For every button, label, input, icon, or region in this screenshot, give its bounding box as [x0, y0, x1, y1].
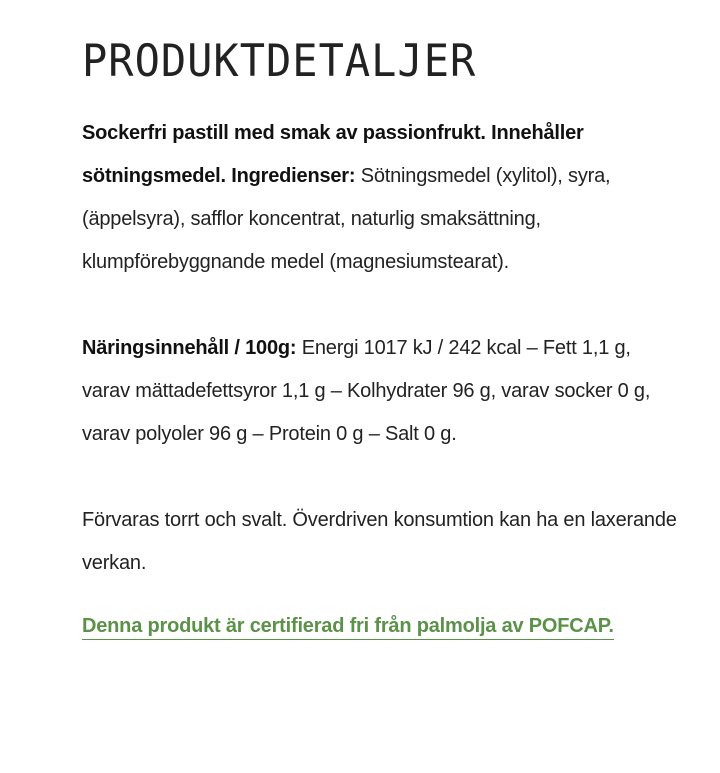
- ingredients-label: Ingredienser:: [231, 165, 361, 187]
- storage-text: Förvaras torrt och svalt. Överdriven konsumtion kan ha en laxerande verkan.: [82, 509, 677, 574]
- ingredients-paragraph: [82, 112, 682, 284]
- ingredients-text: Sötningsmedel (xylitol), syra, (äppelsyra), safflor koncentrat, naturlig smaksättning, klumpförebyggnande medel (magnesiumstearat).: [82, 165, 611, 273]
- certification-paragraph: [82, 605, 682, 648]
- section-title: PRODUKTDETALJER: [82, 35, 477, 87]
- product-description: Sockerfri pastill med smak av passionfrukt. Innehåller sötningsmedel.: [82, 122, 584, 187]
- nutrition-paragraph: [82, 327, 682, 456]
- storage-paragraph: [82, 499, 682, 585]
- product-details-section: [82, 0, 682, 668]
- palm-oil-certification-link[interactable]: Denna produkt är certifierad fri från palmolja av POFCAP.: [82, 615, 614, 640]
- nutrition-text: Energi 1017 kJ / 242 kcal – Fett 1,1 g, varav mättadefettsyror 1,1 g – Kolhydrater 96 g, varav socker 0 g, varav polyoler 96 g – Protein 0 g – Salt 0 g.: [82, 337, 651, 445]
- nutrition-label: Näringsinnehåll / 100g:: [82, 337, 302, 359]
